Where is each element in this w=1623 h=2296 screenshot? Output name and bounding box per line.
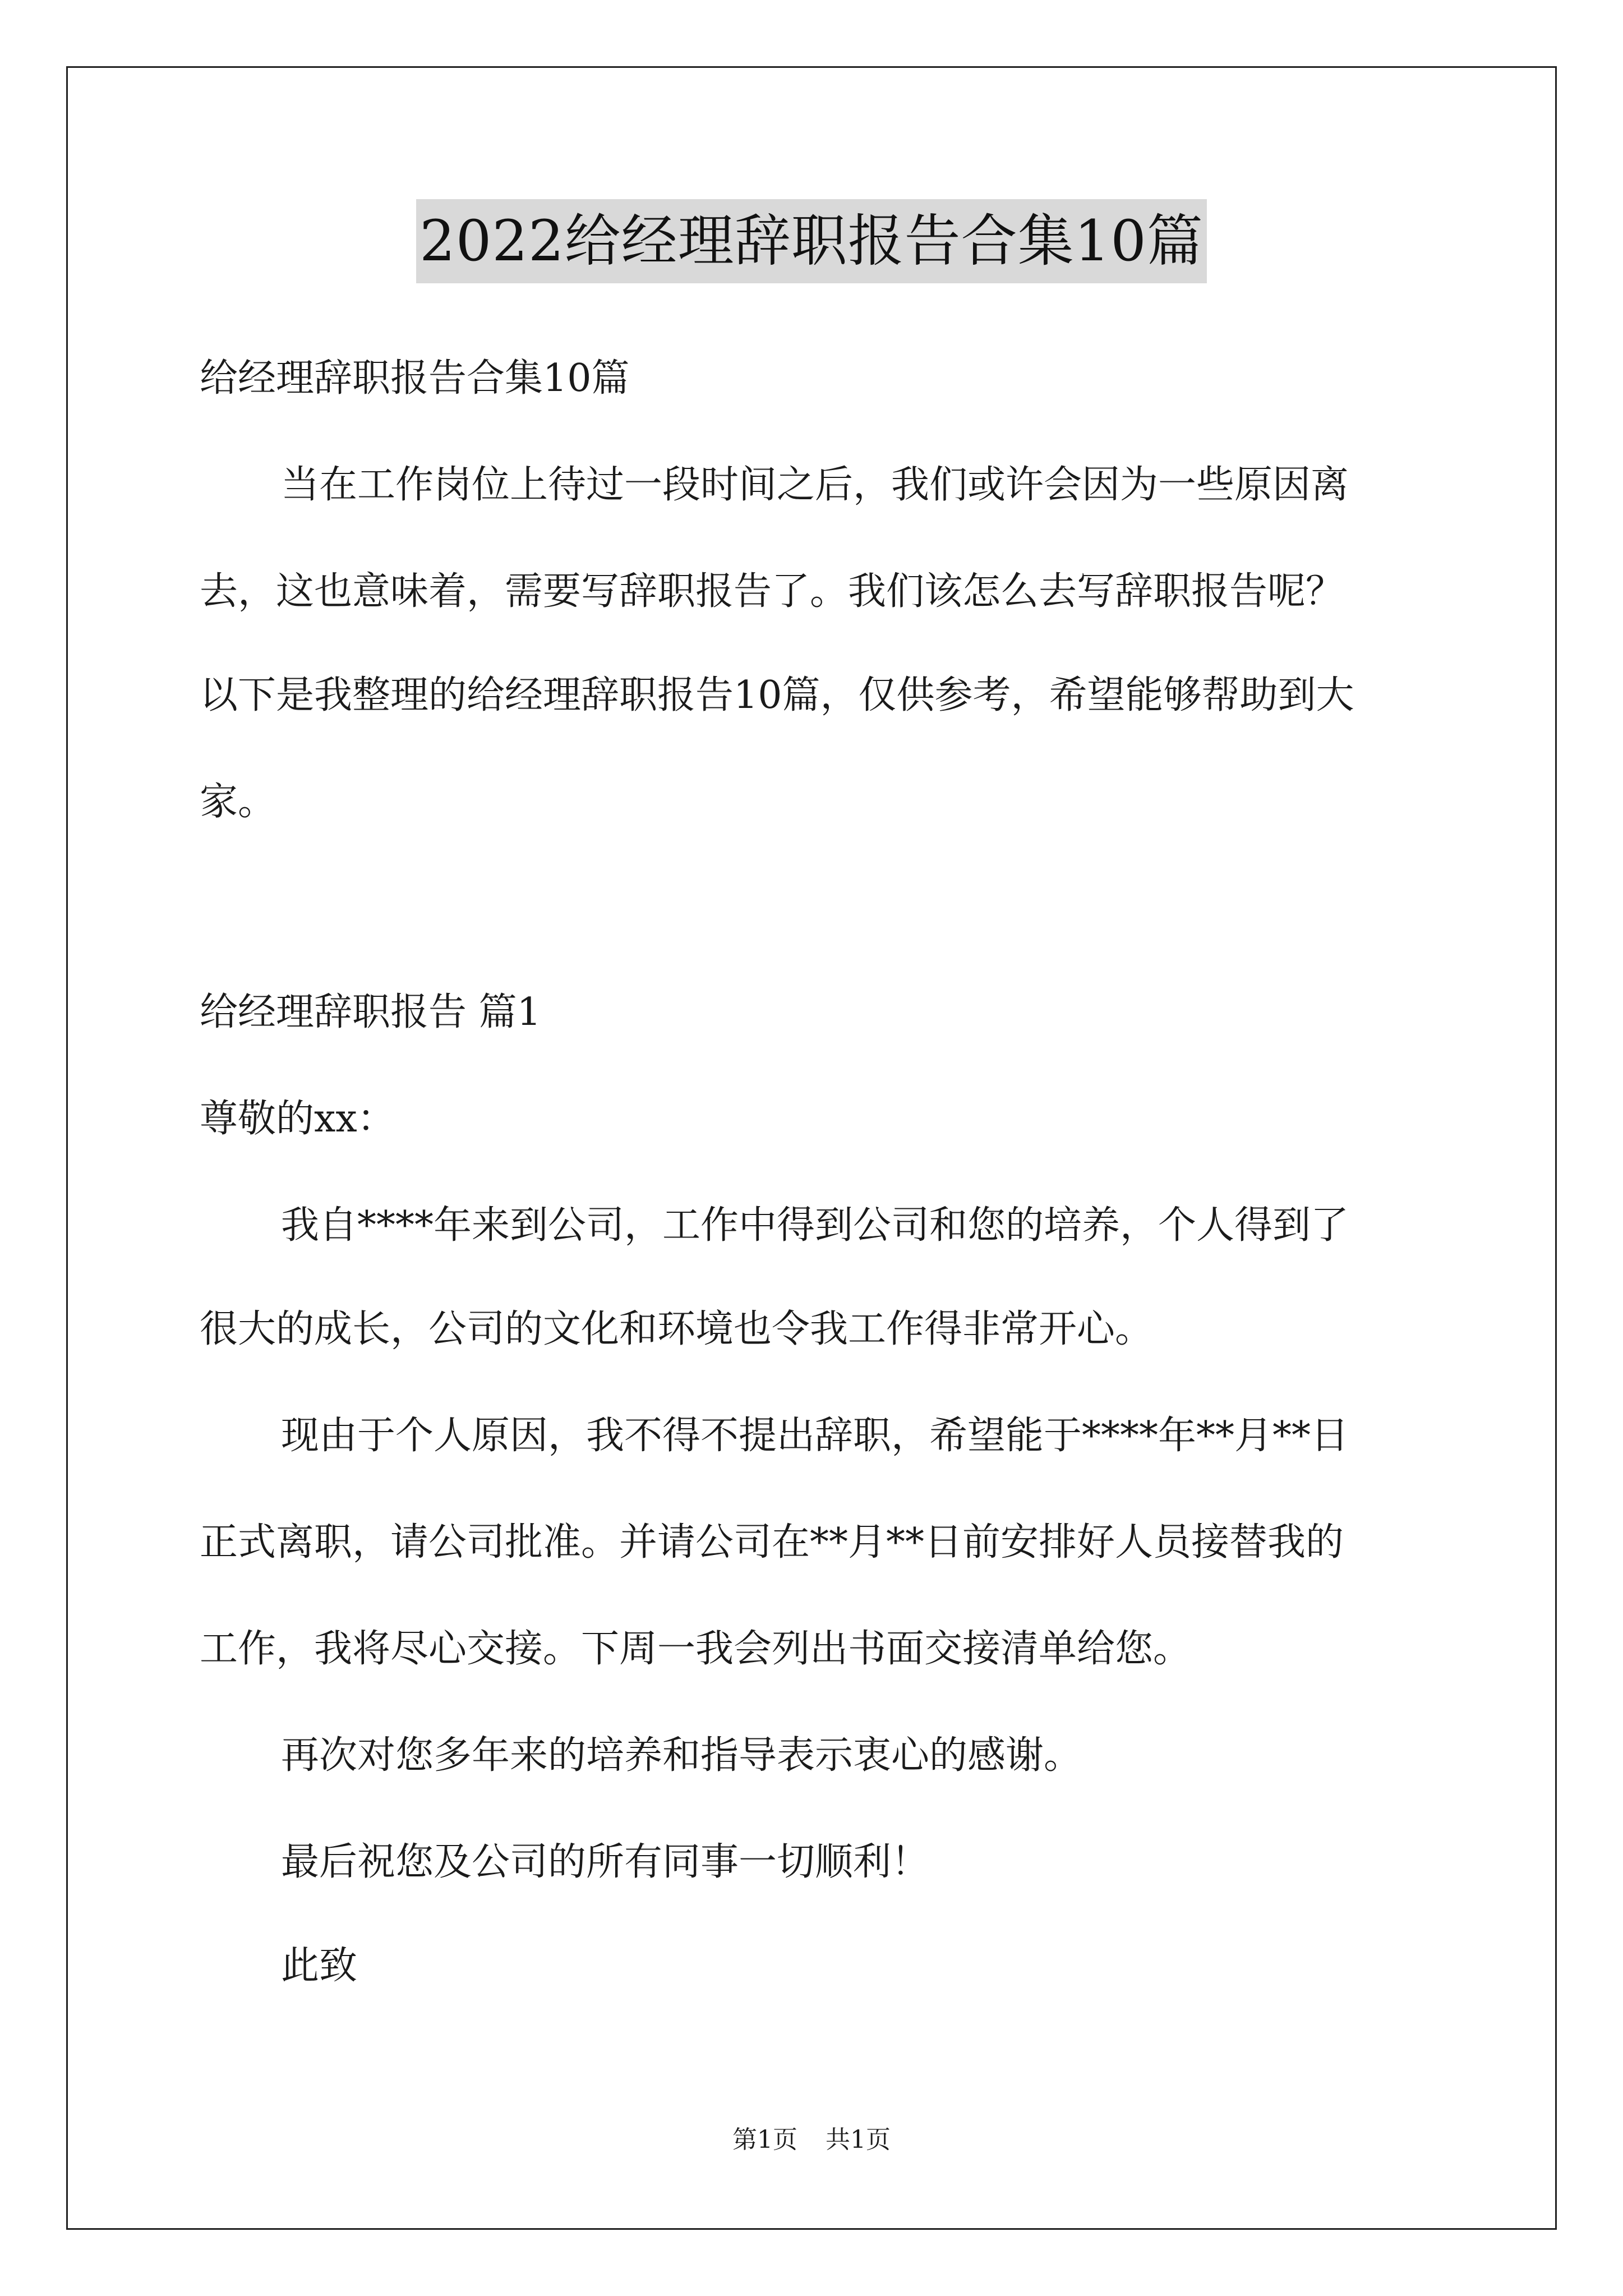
intro-line: 以下是我整理的给经理辞职报告10篇，仅供参考，希望能够帮助到大 — [200, 673, 1354, 717]
salutation: 尊敬的xx： — [200, 1097, 395, 1141]
body-line: 此致 — [281, 1944, 358, 1988]
body-line: 再次对您多年来的培养和指导表示衷心的感谢。 — [281, 1733, 1082, 1778]
section-heading: 给经理辞职报告 篇1 — [200, 990, 541, 1034]
body-line: 我自****年来到公司，工作中得到公司和您的培养，个人得到了 — [281, 1203, 1349, 1248]
page-footer — [0, 2123, 1623, 2157]
body-line: 最后祝您及公司的所有同事一切顺利！ — [281, 1840, 930, 1884]
intro-line: 家。 — [200, 780, 276, 824]
intro-line: 当在工作岗位上待过一段时间之后，我们或许会因为一些原因离 — [281, 463, 1349, 507]
body-line: 正式离职，请公司批准。并请公司在**月**日前安排好人员接替我的 — [200, 1520, 1344, 1565]
page-number-current: 第1页 — [732, 2125, 797, 2154]
body-line: 工作，我将尽心交接。下周一我会列出书面交接清单给您。 — [200, 1627, 1192, 1671]
document-subtitle: 给经理辞职报告合集10篇 — [200, 356, 630, 401]
body-line: 很大的成长，公司的文化和环境也令我工作得非常开心。 — [200, 1307, 1154, 1351]
body-line: 现由于个人原因，我不得不提出辞职，希望能于****年**月**日 — [281, 1414, 1349, 1458]
title-container — [0, 199, 1623, 283]
document-title: 2022给经理辞职报告合集10篇 — [416, 199, 1207, 283]
page-number-total: 共1页 — [826, 2125, 891, 2154]
intro-line: 去，这也意味着，需要写辞职报告了。我们该怎么去写辞职报告呢？ — [200, 569, 1344, 614]
